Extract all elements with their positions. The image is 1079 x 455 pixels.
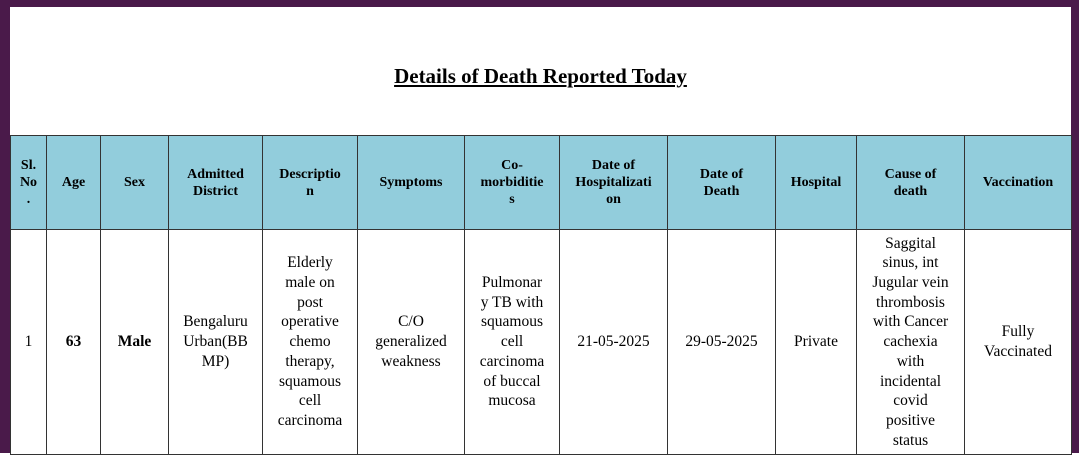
header-date-of-hospitalization: Date of Hospitalizati on: [560, 136, 668, 230]
cell-vaccination: Fully Vaccinated: [965, 230, 1072, 455]
header-admitted-district: Admitted District: [169, 136, 263, 230]
cell-hospital: Private: [776, 230, 857, 455]
cell-admitted-district: Bengaluru Urban(BB MP): [169, 230, 263, 455]
cell-symptoms: C/O generalized weakness: [358, 230, 465, 455]
cell-description: Elderly male on post operative chemo therapy, squamous cell carcinoma: [263, 230, 358, 455]
cell-cause-of-death: Saggital sinus, int Jugular vein thrombosis with Cancer cachexia with incidental covid positive status: [857, 230, 965, 455]
cell-sex: Male: [101, 230, 169, 455]
header-sl-no: Sl. No .: [11, 136, 47, 230]
cell-sl-no: 1: [11, 230, 47, 455]
table-header-row: [11, 136, 1072, 230]
header-sex: Sex: [101, 136, 169, 230]
header-comorbidities: Co- morbiditie s: [465, 136, 560, 230]
death-details-table: [10, 135, 1072, 455]
header-cause-of-death: Cause of death: [857, 136, 965, 230]
header-symptoms: Symptoms: [358, 136, 465, 230]
page-title: Details of Death Reported Today: [394, 64, 687, 88]
table-row: [11, 230, 1072, 455]
header-date-of-death: Date of Death: [668, 136, 776, 230]
cell-age: 63: [47, 230, 101, 455]
header-hospital: Hospital: [776, 136, 857, 230]
header-description: Descriptio n: [263, 136, 358, 230]
cell-comorbidities: Pulmonar y TB with squamous cell carcinoma of buccal mucosa: [465, 230, 560, 455]
cell-date-of-death: 29-05-2025: [668, 230, 776, 455]
header-age: Age: [47, 136, 101, 230]
header-vaccination: Vaccination: [965, 136, 1072, 230]
cell-date-of-hospitalization: 21-05-2025: [560, 230, 668, 455]
